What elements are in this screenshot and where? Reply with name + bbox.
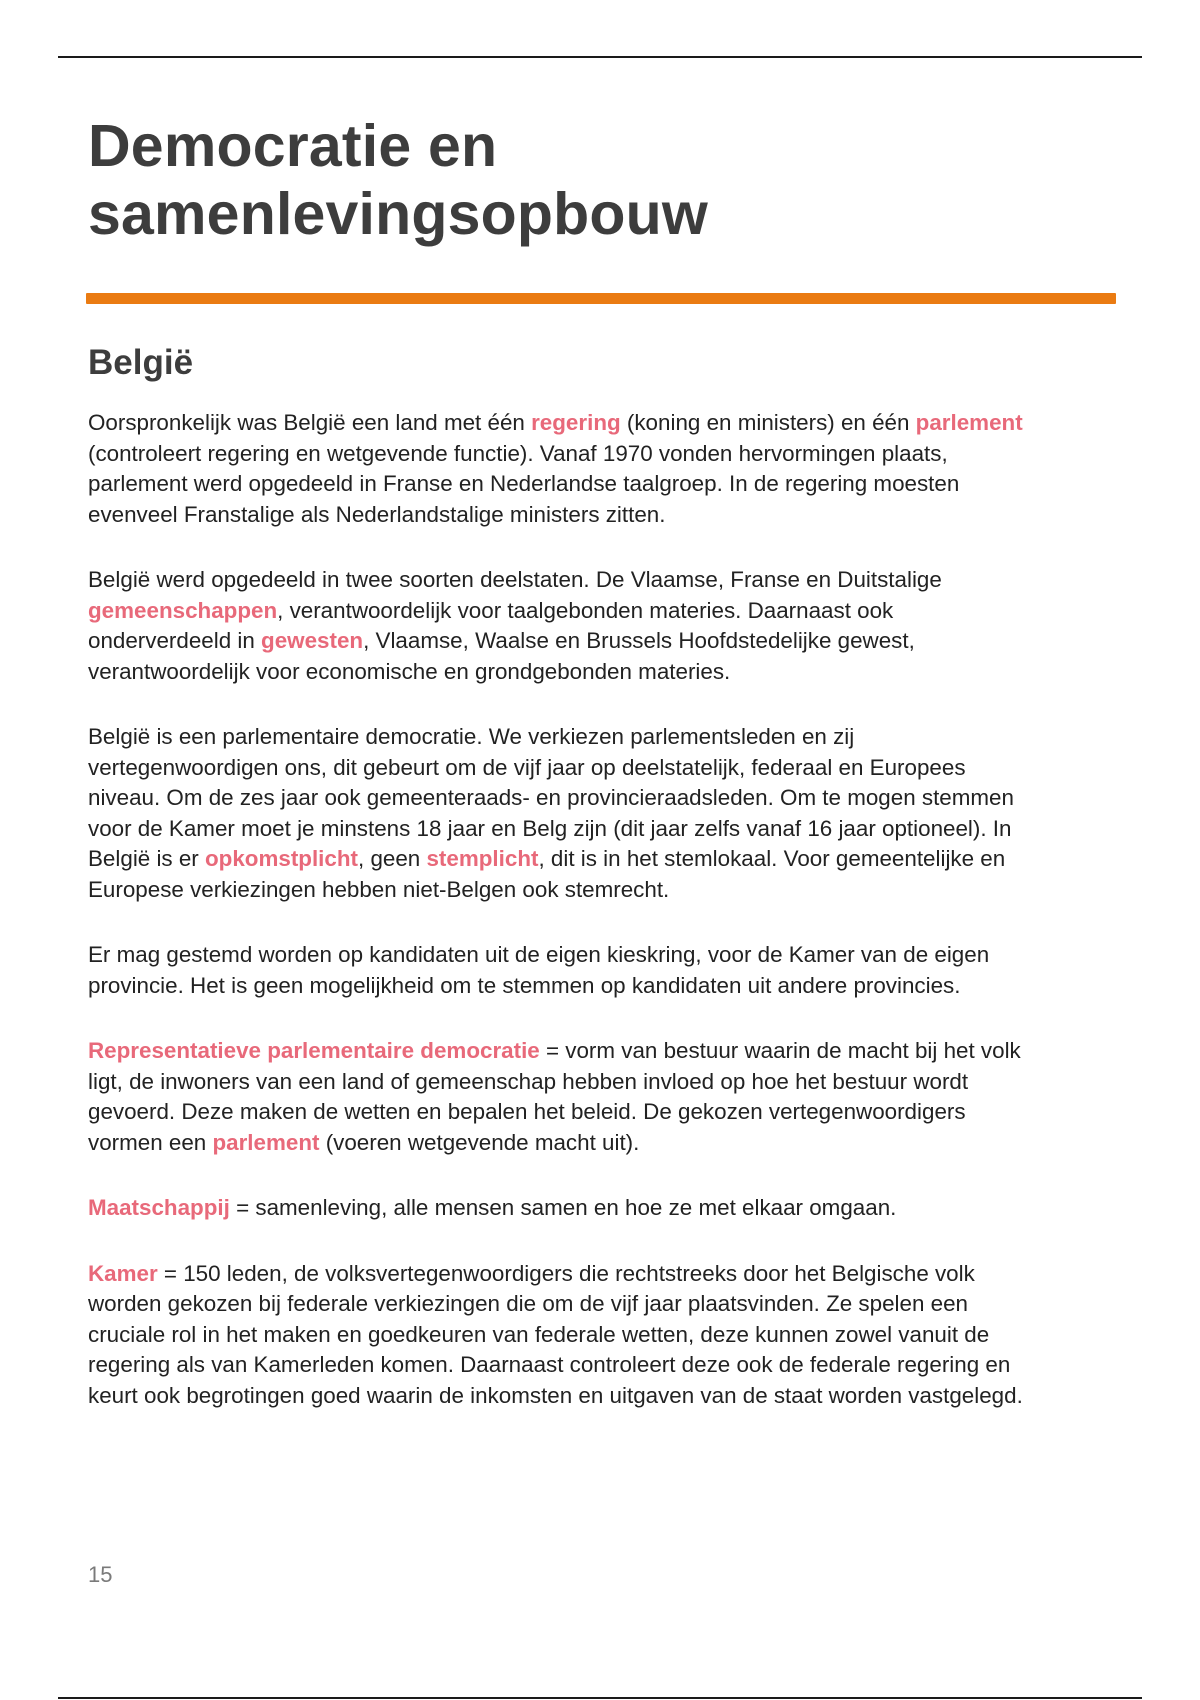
page-title: Democratie en samenlevingsopbouw <box>88 113 708 247</box>
paragraph-7 <box>88 1259 1128 1412</box>
paragraph-text: België werd opgedeeld in twee soorten deelstaten. De Vlaamse, Franse en Duitstalige <box>88 567 942 592</box>
keyword-term: regering <box>531 410 621 435</box>
keyword-term: gemeenschappen <box>88 597 278 623</box>
keyword-term: stemplicht <box>426 846 539 871</box>
keyword-term: parlement <box>212 1129 320 1155</box>
bottom-rule <box>58 1697 1142 1699</box>
paragraph-text: (controleert regering en wetgevende functie). Vanaf 1970 vonden hervormingen plaats, parlement werd opgedeeld in Franse en Nederlandse taalgroep. In de regering moesten evenveel Franstalige als Nederlandstalige ministers zitten. <box>88 440 960 527</box>
paragraph-2 <box>88 565 1128 687</box>
keyword-term: gewesten <box>261 628 364 653</box>
paragraph-text: = samenleving, alle mensen samen en hoe ze met elkaar omgaan. <box>229 1195 897 1220</box>
paragraph-3 <box>88 722 1128 905</box>
paragraph-text: , verantwoordelijk voor taalgebonden materies. Daarnaast ook onderverdeeld in <box>88 597 894 653</box>
paragraph-text: België is een parlementaire democratie. We verkiezen parlementsleden en zij vertegenwoordigen ons, dit gebeurt om de vijf jaar op deelstatelijk, federaal en Europees niveau. Om de zes jaar ook gemeenteraads- en provincieraadsleden. Om te mogen stemmen voor de Kamer moet je minstens 18 jaar en Belg zijn (dit jaar zelfs vanaf 16 jaar optioneel). In België is er <box>88 724 1014 871</box>
keyword-term: Kamer <box>88 1260 158 1286</box>
paragraph-4 <box>88 940 1128 1001</box>
paragraph-text: (voeren wetgevende macht uit). <box>319 1129 640 1155</box>
paragraph-text: Er mag gestemd worden op kandidaten uit de eigen kieskring, voor de Kamer van de eigen provincie. Het is geen mogelijkheid om te stemmen op kandidaten uit andere provincies. <box>88 942 990 998</box>
page-number: 15 <box>88 1562 113 1587</box>
paragraph-6 <box>88 1193 1128 1224</box>
body-text <box>88 408 1128 1446</box>
keyword-term: Maatschappij <box>88 1195 230 1220</box>
paragraph-text: , dit is in het stemlokaal. Voor gemeentelijke en Europese verkiezingen hebben niet-Belgen ook stemrecht. <box>88 846 1006 902</box>
paragraph-1 <box>88 408 1128 530</box>
top-rule <box>58 56 1142 58</box>
title-underline-bar <box>86 293 1116 304</box>
paragraph-text: = vorm van bestuur waarin de macht bij het volk ligt, de inwoners van een land of gemeenschap hebben invloed op hoe het bestuur wordt gevoerd. Deze maken de wetten en bepalen het beleid. De gekozen vertegenwoordigers vormen een <box>88 1038 1021 1155</box>
paragraph-text: , geen <box>358 846 427 871</box>
paragraph-5 <box>88 1036 1128 1158</box>
keyword-term: Representatieve parlementaire democratie <box>88 1038 540 1063</box>
paragraph-text: Oorspronkelijk was België een land met één <box>88 410 532 435</box>
paragraph-text: (koning en ministers) en één <box>620 410 916 435</box>
paragraph-text: , Vlaamse, Waalse en Brussels Hoofdstedelijke gewest, verantwoordelijk voor economische en grondgebonden materies. <box>88 628 915 684</box>
paragraph-text: = 150 leden, de volksvertegenwoordigers die rechtstreeks door het Belgische volk worden gekozen bij federale verkiezingen die om de vijf jaar plaatsvinden. Ze spelen een cruciale rol in het maken en goedkeuren van federale wetten, deze kunnen zowel vanuit de regering als van Kamerleden komen. Daarnaast controleert deze ook de federale regering en keurt ook begrotingen goed waarin de inkomsten en uitgaven van de staat worden vastgelegd. <box>88 1260 1023 1408</box>
keyword-term: parlement <box>915 410 1023 435</box>
keyword-term: opkomstplicht <box>204 846 358 871</box>
section-heading: België <box>88 343 194 382</box>
